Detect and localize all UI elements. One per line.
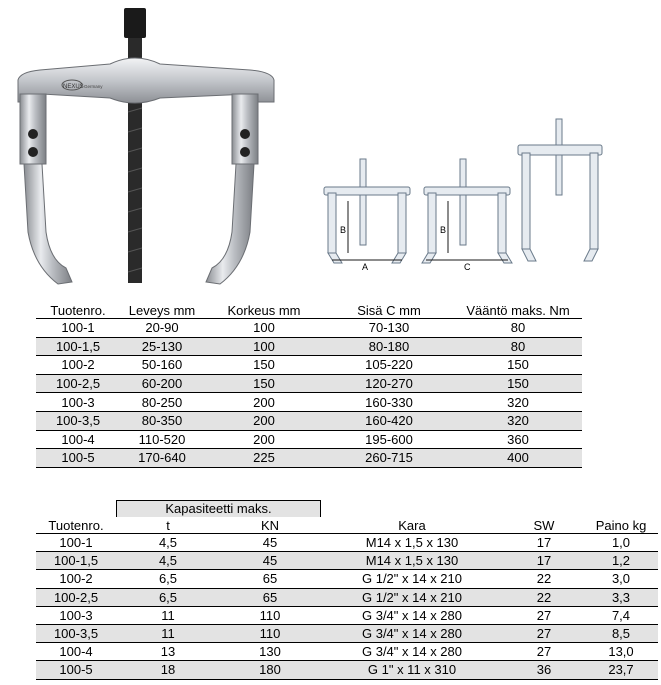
specifications-table <box>36 517 658 680</box>
svg-text:B: B <box>440 225 447 235</box>
table-row: 100-3,5 11 110 G 3/4" x 14 x 280 27 8,5 <box>36 624 658 642</box>
dimensions-table <box>36 302 582 468</box>
table-row: 100-2 6,5 65 G 1/2" x 14 x 210 22 3,0 <box>36 570 658 588</box>
table-header-row <box>36 302 582 319</box>
table-header-row <box>36 517 658 534</box>
column-header: Leveys mm <box>120 302 204 319</box>
table-row: 100-4 13 130 G 3/4" x 14 x 280 27 13,0 <box>36 643 658 661</box>
column-header: SW <box>504 517 584 534</box>
table-row: 100-2 50-160 150 105-220 150 <box>36 356 582 375</box>
column-header: Kara <box>320 517 504 534</box>
column-header: Sisä C mm <box>324 302 454 319</box>
table-row: 100-5 18 180 G 1" x 11 x 310 36 23,7 <box>36 661 658 679</box>
table-row: 100-1 20-90 100 70-130 80 <box>36 319 582 338</box>
column-header: KN <box>220 517 320 534</box>
column-header: Tuotenro. <box>36 517 116 534</box>
table-row: 100-2,5 6,5 65 G 1/2" x 14 x 210 22 3,3 <box>36 588 658 606</box>
table-row: 100-4 110-520 200 195-600 360 <box>36 430 582 449</box>
capacity-group-header: Kapasiteetti maks. <box>116 500 321 517</box>
column-header: Korkeus mm <box>204 302 324 319</box>
table-row: 100-1,5 4,5 45 M14 x 1,5 x 130 17 1,2 <box>36 552 658 570</box>
brand-logo-text: NEXUS <box>63 84 84 90</box>
table-row: 100-2,5 60-200 150 120-270 150 <box>36 374 582 393</box>
table-row: 100-5 170-640 225 260-715 400 <box>36 449 582 468</box>
column-header: t <box>116 517 220 534</box>
table-row: 100-1 4,5 45 M14 x 1,5 x 130 17 1,0 <box>36 534 658 552</box>
column-header: Vääntö maks. Nm <box>454 302 582 319</box>
puller-photo <box>10 2 290 292</box>
svg-text:C: C <box>464 262 471 272</box>
table-row: 100-1,5 25-130 100 80-180 80 <box>36 337 582 356</box>
column-header: Tuotenro. <box>36 302 120 319</box>
table-row: 100-3,5 80-350 200 160-420 320 <box>36 411 582 430</box>
column-header: Paino kg <box>584 517 658 534</box>
svg-text:B: B <box>340 225 347 235</box>
svg-text:Germany: Germany <box>84 84 103 89</box>
table-row: 100-3 80-250 200 160-330 320 <box>36 393 582 412</box>
svg-text:A: A <box>362 262 369 272</box>
table-row: 100-3 11 110 G 3/4" x 14 x 280 27 7,4 <box>36 606 658 624</box>
dimension-diagrams <box>318 115 618 275</box>
